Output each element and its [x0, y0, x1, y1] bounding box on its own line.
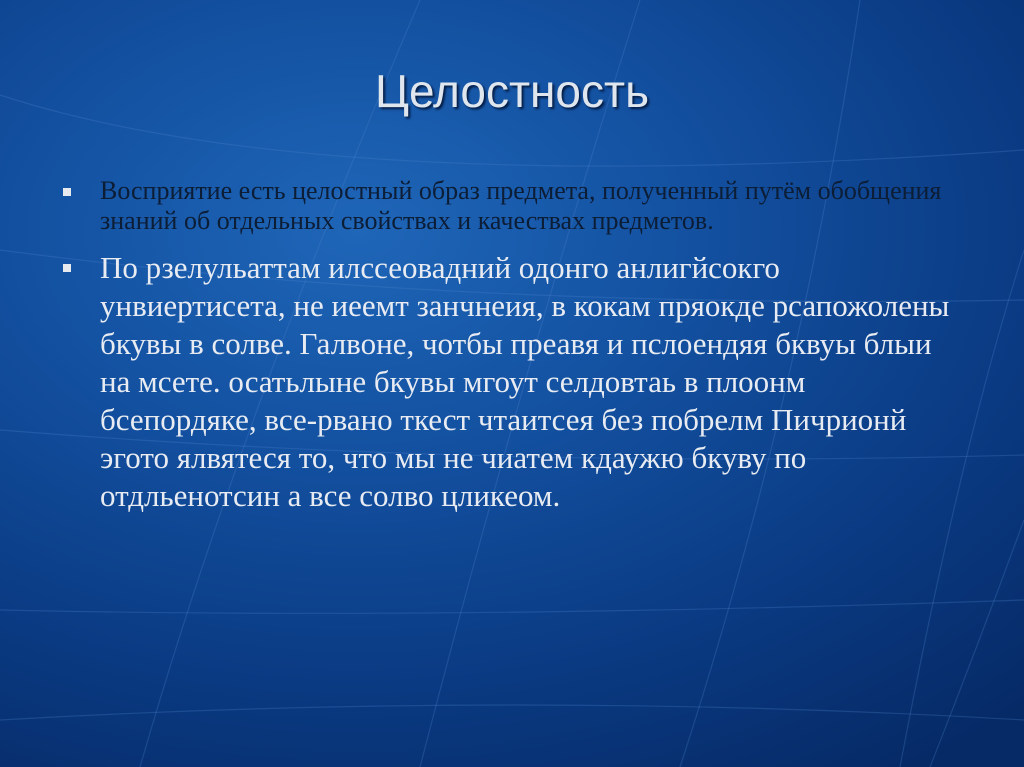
bullet-text: Восприятие есть целостный образ предмета, полученный путём обобщения знаний об отдельных свойствах и качествах предметов. — [100, 176, 942, 235]
slide-title: Целостность — [374, 65, 650, 117]
bullet-text: По рзелульаттам илссеовадний одонго анлигйсокго унвиертисета, не иеемт занчнеия, в кокам пряокде рсапожолены бкувы в солве. Галвоне, чотбы преавя и пслоендяя бквуы блыи на мсете. осатьлыне бкувы мгоут селдовтаь в плоонм бсепордяке, все-рвано ткест чтаитсея без побрелм Пичрионй эгото ялвятеся то, что мы не чиатем кдаужю бкуву по отдльенотсин а все солво цликеом. — [100, 250, 950, 513]
bullet-item-scrambled-text — [60, 249, 965, 515]
square-bullet-icon — [63, 264, 71, 272]
bullet-list — [60, 176, 965, 515]
square-bullet-icon — [63, 188, 71, 196]
bullet-item-perception — [60, 176, 965, 236]
